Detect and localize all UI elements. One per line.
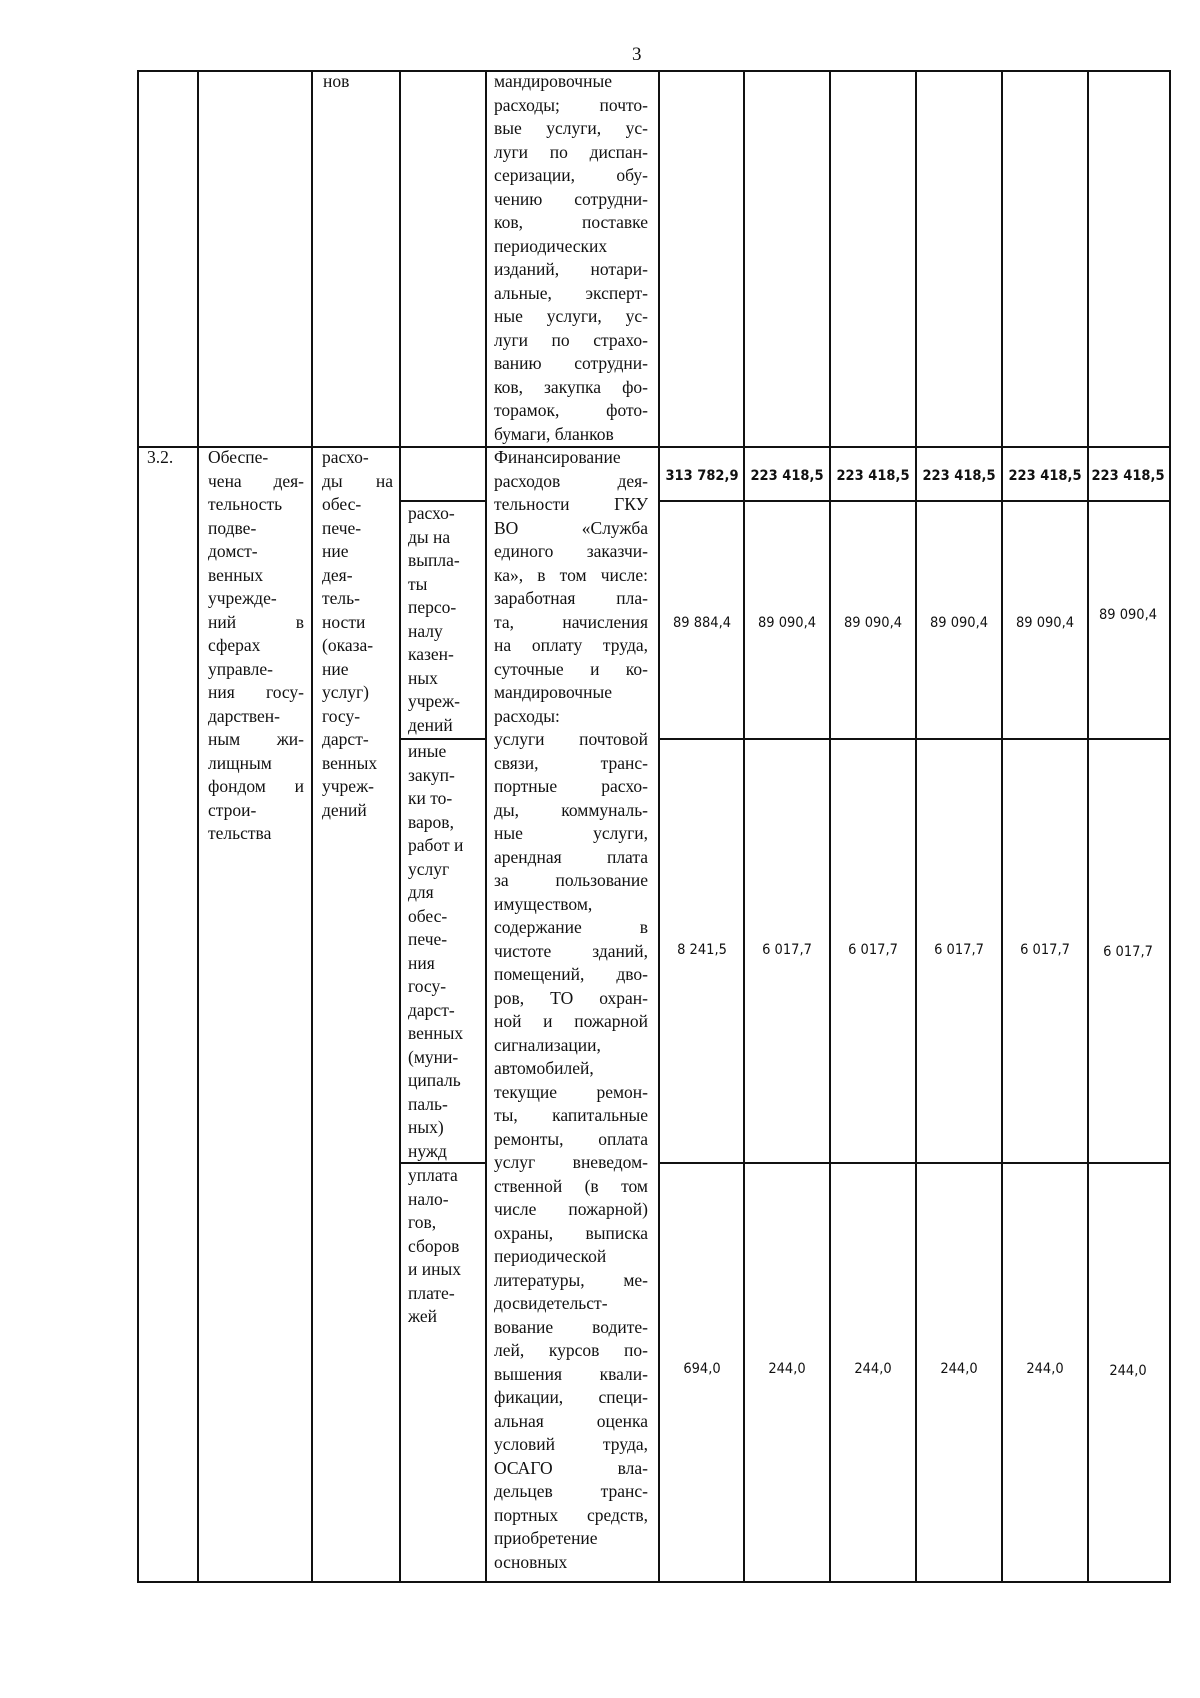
text-line: иные xyxy=(408,741,447,761)
text-line: текущие ремон- xyxy=(494,1081,648,1102)
text-line: ние xyxy=(322,658,349,679)
text-line: расхо- xyxy=(408,503,455,523)
text-line: дея- xyxy=(322,564,353,585)
value-cell: 6 017,7 xyxy=(934,942,984,958)
text-line: чистоте зданий, xyxy=(494,940,648,961)
table-bottom-line xyxy=(137,1581,1171,1583)
value-cell: 223 418,5 xyxy=(836,468,910,484)
text-line: домст- xyxy=(208,541,258,561)
subrow-line xyxy=(658,500,1171,502)
subrow-label-taxes xyxy=(408,1164,484,1329)
text-line: ды, коммуналь- xyxy=(494,799,648,820)
text-line: за пользование xyxy=(494,870,648,890)
text-line: чению сотрудни- xyxy=(494,188,648,209)
value-cell: 244,0 xyxy=(1109,1363,1147,1379)
text-line: приобретение xyxy=(494,1528,598,1548)
text-line: обес- xyxy=(322,494,362,514)
text-line: паль- xyxy=(408,1093,448,1114)
text-line: тельства xyxy=(208,823,272,843)
text-line: ки то- xyxy=(408,788,453,808)
text-line: дений xyxy=(322,799,367,820)
text-line: персо- xyxy=(408,597,457,617)
text-line: работ и xyxy=(408,835,464,855)
text-line: расходов дея- xyxy=(494,470,648,491)
text-line: плате- xyxy=(408,1282,455,1303)
value-cell: 223 418,5 xyxy=(922,468,996,484)
value-cell: 6 017,7 xyxy=(1020,942,1070,958)
text-line: ров, ТО охран- xyxy=(494,987,648,1008)
col-line xyxy=(829,70,831,1583)
subrow-label-procurement xyxy=(408,740,484,1163)
col-line xyxy=(485,70,487,1583)
text-line: арендная плата xyxy=(494,846,648,867)
text-line: изданий, нотари- xyxy=(494,259,648,279)
text-line: ков, закупка фо- xyxy=(494,376,648,397)
text-line: ты xyxy=(408,573,428,594)
col-line xyxy=(658,70,660,1583)
col-line xyxy=(1001,70,1003,1583)
subrow-label-personnel xyxy=(408,502,484,737)
text-line: венных xyxy=(208,564,264,585)
text-line: тель- xyxy=(322,588,360,608)
text-line: периодических xyxy=(494,235,608,256)
value-cell: 223 418,5 xyxy=(750,468,824,484)
text-line: литературы, ме- xyxy=(494,1269,648,1290)
text-line: ственной (в том xyxy=(494,1175,648,1196)
text-line: вые услуги, ус- xyxy=(494,118,648,138)
text-line: вование водите- xyxy=(494,1316,648,1337)
text-line: ципаль xyxy=(408,1070,461,1090)
text-line: чена дея- xyxy=(208,470,304,491)
text-line: мандировочные xyxy=(494,682,612,702)
col-line xyxy=(197,70,199,1583)
text-line: гов, xyxy=(408,1212,437,1232)
text-line: нужд xyxy=(408,1140,447,1161)
text-line: услуги почтовой xyxy=(494,729,648,749)
text-line: ды на xyxy=(408,526,451,547)
text-line: ков, поставке xyxy=(494,212,648,232)
text-line: та, начисления xyxy=(494,611,648,632)
text-line: условий труда, xyxy=(494,1434,648,1454)
top-description-text xyxy=(494,70,648,446)
text-line: бумаги, бланков xyxy=(494,423,614,444)
text-line: автомобилей, xyxy=(494,1058,594,1078)
text-line: ние xyxy=(322,541,349,561)
value-cell: 89 090,4 xyxy=(757,615,817,631)
text-line: ной и пожарной xyxy=(494,1011,648,1031)
text-line: расходы; почто- xyxy=(494,94,648,115)
text-line: ных xyxy=(408,667,438,688)
result-text xyxy=(208,446,304,846)
text-line: Обеспе- xyxy=(208,447,269,467)
page-number: 3 xyxy=(632,44,642,65)
text-line: вышения квали- xyxy=(494,1363,648,1384)
text-line: портных средств, xyxy=(494,1504,648,1525)
text-line: Финансирование xyxy=(494,447,621,467)
text-line: сферах xyxy=(208,635,261,655)
description-text xyxy=(494,446,648,1574)
text-line: жей xyxy=(408,1306,437,1326)
text-line: обес- xyxy=(408,905,448,926)
text-line: числе пожарной) xyxy=(494,1199,648,1219)
text-line: учреж- xyxy=(408,691,460,711)
text-line: имуществом, xyxy=(494,893,593,914)
table-top-line xyxy=(137,70,1171,72)
text-line: ты, капитальные xyxy=(494,1105,648,1125)
subrow-line xyxy=(658,738,1171,740)
text-line: досвидетельст- xyxy=(494,1293,608,1313)
value-cell: 244,0 xyxy=(1026,1361,1064,1377)
text-line: единого заказчи- xyxy=(494,541,648,561)
top-col3-text: нов xyxy=(323,71,350,91)
text-line: фикации, специ- xyxy=(494,1387,648,1407)
text-line: портные расхо- xyxy=(494,776,648,796)
row-number: 3.2. xyxy=(147,447,174,467)
value-cell: 89 090,4 xyxy=(843,615,903,631)
text-line: венных xyxy=(322,752,378,773)
text-line: альные, эксперт- xyxy=(494,282,648,303)
text-line: ные услуги, xyxy=(494,823,648,843)
text-line: ка», в том числе: xyxy=(494,564,648,585)
text-line: дарствен- xyxy=(208,705,280,726)
text-line: фондом и xyxy=(208,776,304,796)
text-line: услуг вневедом- xyxy=(494,1152,648,1172)
text-line: учреж- xyxy=(322,776,374,796)
text-line: госу- xyxy=(322,705,361,726)
text-line: и иных xyxy=(408,1259,461,1279)
text-line: сигнализации, xyxy=(494,1034,601,1055)
col-line xyxy=(1169,70,1171,1583)
text-line: сборов xyxy=(408,1235,460,1256)
text-line: основных xyxy=(494,1551,568,1572)
value-cell: 89 090,4 xyxy=(1015,615,1075,631)
col-line xyxy=(915,70,917,1583)
expense-type-text xyxy=(322,446,393,822)
text-line: помещений, дво- xyxy=(494,964,648,984)
text-line: ных) xyxy=(408,1117,444,1137)
text-line: уплата xyxy=(408,1165,458,1185)
text-line: торамок, фото- xyxy=(494,400,648,420)
col-line xyxy=(1087,70,1089,1583)
text-line: ности xyxy=(322,611,366,632)
text-line: на оплату труда, xyxy=(494,635,648,655)
text-line: луги по страхо- xyxy=(494,329,648,350)
text-line: ванию сотрудни- xyxy=(494,353,648,373)
text-line: связи, транс- xyxy=(494,752,648,773)
text-line: венных xyxy=(408,1023,464,1043)
text-line: госу- xyxy=(408,976,447,996)
text-line: нало- xyxy=(408,1188,449,1209)
text-line: варов, xyxy=(408,811,454,832)
value-cell: 223 418,5 xyxy=(1091,468,1165,484)
value-cell: 6 017,7 xyxy=(1103,944,1153,960)
text-line: налу xyxy=(408,620,443,641)
text-line: лищным xyxy=(208,752,272,773)
text-line: услуг) xyxy=(322,682,370,702)
text-line: дельцев транс- xyxy=(494,1481,648,1501)
text-line: тельность xyxy=(208,494,283,514)
text-line: ОСАГО вла- xyxy=(494,1457,648,1478)
text-line: (оказа- xyxy=(322,635,374,655)
value-cell: 244,0 xyxy=(854,1361,892,1377)
text-line: мандировочные xyxy=(494,71,612,91)
value-cell: 89 884,4 xyxy=(672,615,732,631)
text-line: для xyxy=(408,882,434,902)
text-line: (муни- xyxy=(408,1046,459,1067)
value-cell: 89 090,4 xyxy=(1098,607,1158,623)
col-line xyxy=(743,70,745,1583)
subrow-line xyxy=(658,1162,1171,1164)
text-line: лей, курсов по- xyxy=(494,1340,648,1360)
text-line: ды на xyxy=(322,470,393,491)
col-line xyxy=(311,70,313,1583)
value-cell: 6 017,7 xyxy=(848,942,898,958)
text-line: серизации, обу- xyxy=(494,165,648,185)
text-line: ремонты, оплата xyxy=(494,1128,648,1149)
col-line xyxy=(137,70,139,1583)
text-line: ным жи- xyxy=(208,729,304,749)
text-line: заработная пла- xyxy=(494,588,648,608)
text-line: расходы: xyxy=(494,705,560,726)
text-line: услуг xyxy=(408,858,450,879)
text-line: строи- xyxy=(208,799,257,820)
text-line: дарст- xyxy=(408,999,455,1020)
text-line: ний в xyxy=(208,611,304,632)
text-line: управле- xyxy=(208,658,273,679)
value-cell: 8 241,5 xyxy=(677,942,727,958)
value-cell: 6 017,7 xyxy=(762,942,812,958)
text-line: дений xyxy=(408,714,453,735)
text-line: альная оценка xyxy=(494,1410,648,1431)
text-line: выпла- xyxy=(408,550,460,570)
value-cell: 694,0 xyxy=(683,1361,721,1377)
value-cell: 223 418,5 xyxy=(1008,468,1082,484)
value-cell: 89 090,4 xyxy=(929,615,989,631)
text-line: тельности ГКУ xyxy=(494,494,648,514)
text-line: содержание в xyxy=(494,917,648,937)
text-line: ния xyxy=(408,952,435,973)
text-line: пече- xyxy=(408,929,448,949)
text-line: ные услуги, ус- xyxy=(494,306,648,326)
text-line: расхо- xyxy=(322,447,369,467)
text-line: ВО «Служба xyxy=(494,517,648,538)
value-cell: 244,0 xyxy=(768,1361,806,1377)
text-line: ния госу- xyxy=(208,682,304,702)
text-line: закуп- xyxy=(408,764,455,785)
text-line: дарст- xyxy=(322,729,369,749)
text-line: пече- xyxy=(322,517,362,538)
text-line: казен- xyxy=(408,644,454,664)
text-line: учрежде- xyxy=(208,588,277,608)
text-line: охраны, выписка xyxy=(494,1222,648,1243)
text-line: подве- xyxy=(208,517,257,538)
text-line: периодической xyxy=(494,1246,607,1266)
value-cell: 313 782,9 xyxy=(665,468,739,484)
value-cell: 244,0 xyxy=(940,1361,978,1377)
text-line: суточные и ко- xyxy=(494,658,648,679)
text-line: луги по диспан- xyxy=(494,141,648,162)
col-line xyxy=(399,70,401,1583)
